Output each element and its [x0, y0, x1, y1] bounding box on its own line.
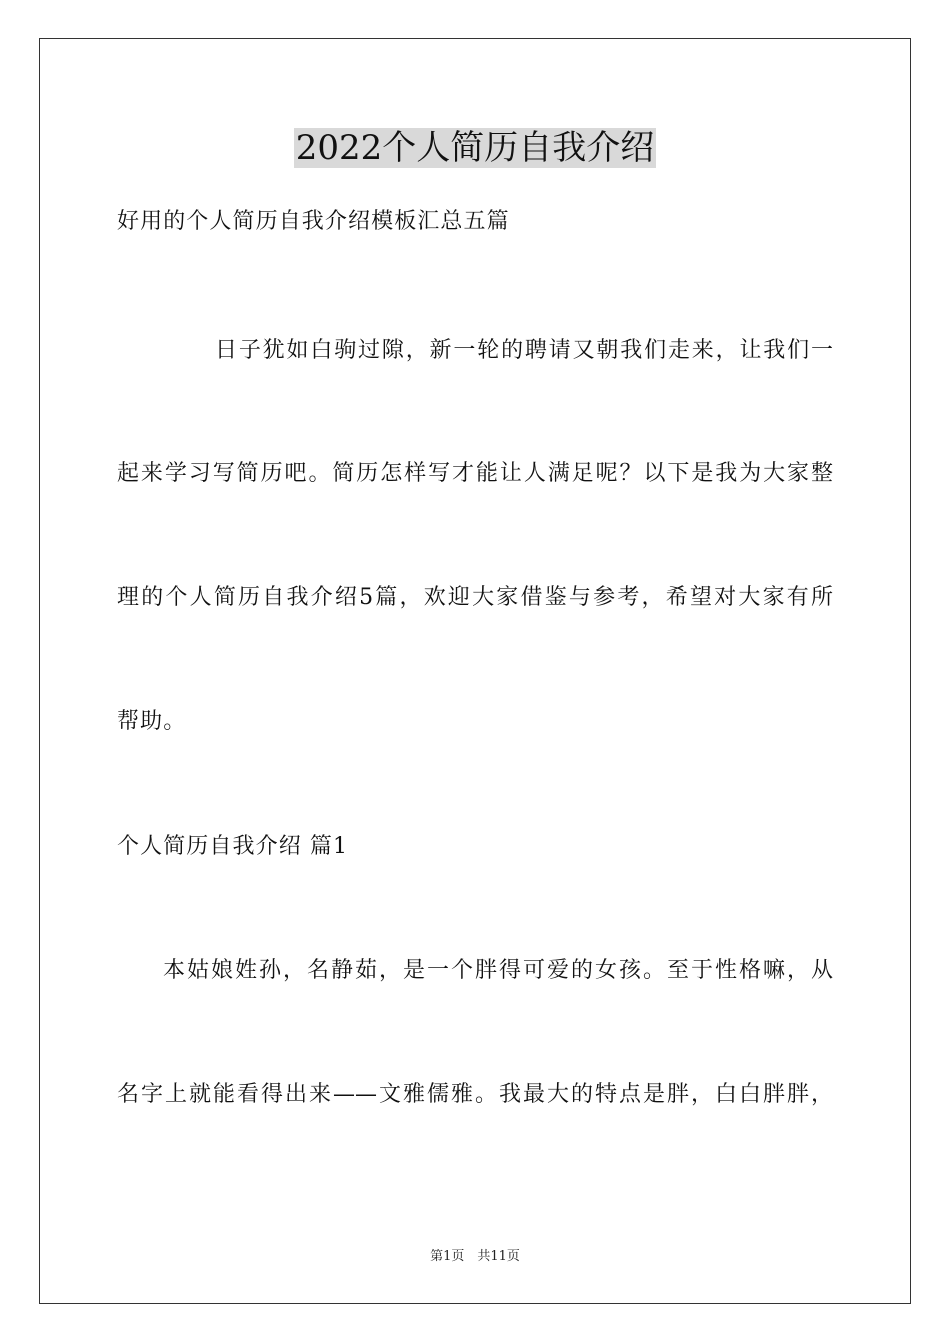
intro-paragraph-line-1: 日子犹如白驹过隙，新一轮的聘请又朝我们走来，让我们一 — [215, 338, 833, 363]
page-number-footer: 第1页 共11页 — [430, 1249, 520, 1264]
section-paragraph-line-1: 本姑娘姓孙，名静茹，是一个胖得可爱的女孩。至于性格嘛，从 — [163, 958, 833, 983]
intro-paragraph-line-3: 理的个人简历自我介绍5篇，欢迎大家借鉴与参考，希望对大家有所 — [117, 585, 833, 610]
document-subtitle: 好用的个人简历自我介绍模板汇总五篇 — [117, 209, 510, 234]
intro-paragraph-line-4: 帮助。 — [117, 709, 187, 734]
document-title-text: 2022个人简历自我介绍 — [295, 128, 655, 168]
document-title — [0, 126, 950, 170]
section-paragraph-line-2: 名字上就能看得出来——文雅儒雅。我最大的特点是胖，白白胖胖， — [117, 1082, 833, 1107]
section-heading: 个人简历自我介绍 篇1 — [117, 834, 349, 859]
intro-paragraph-line-2: 起来学习写简历吧。简历怎样写才能让人满足呢？以下是我为大家整 — [117, 461, 833, 486]
